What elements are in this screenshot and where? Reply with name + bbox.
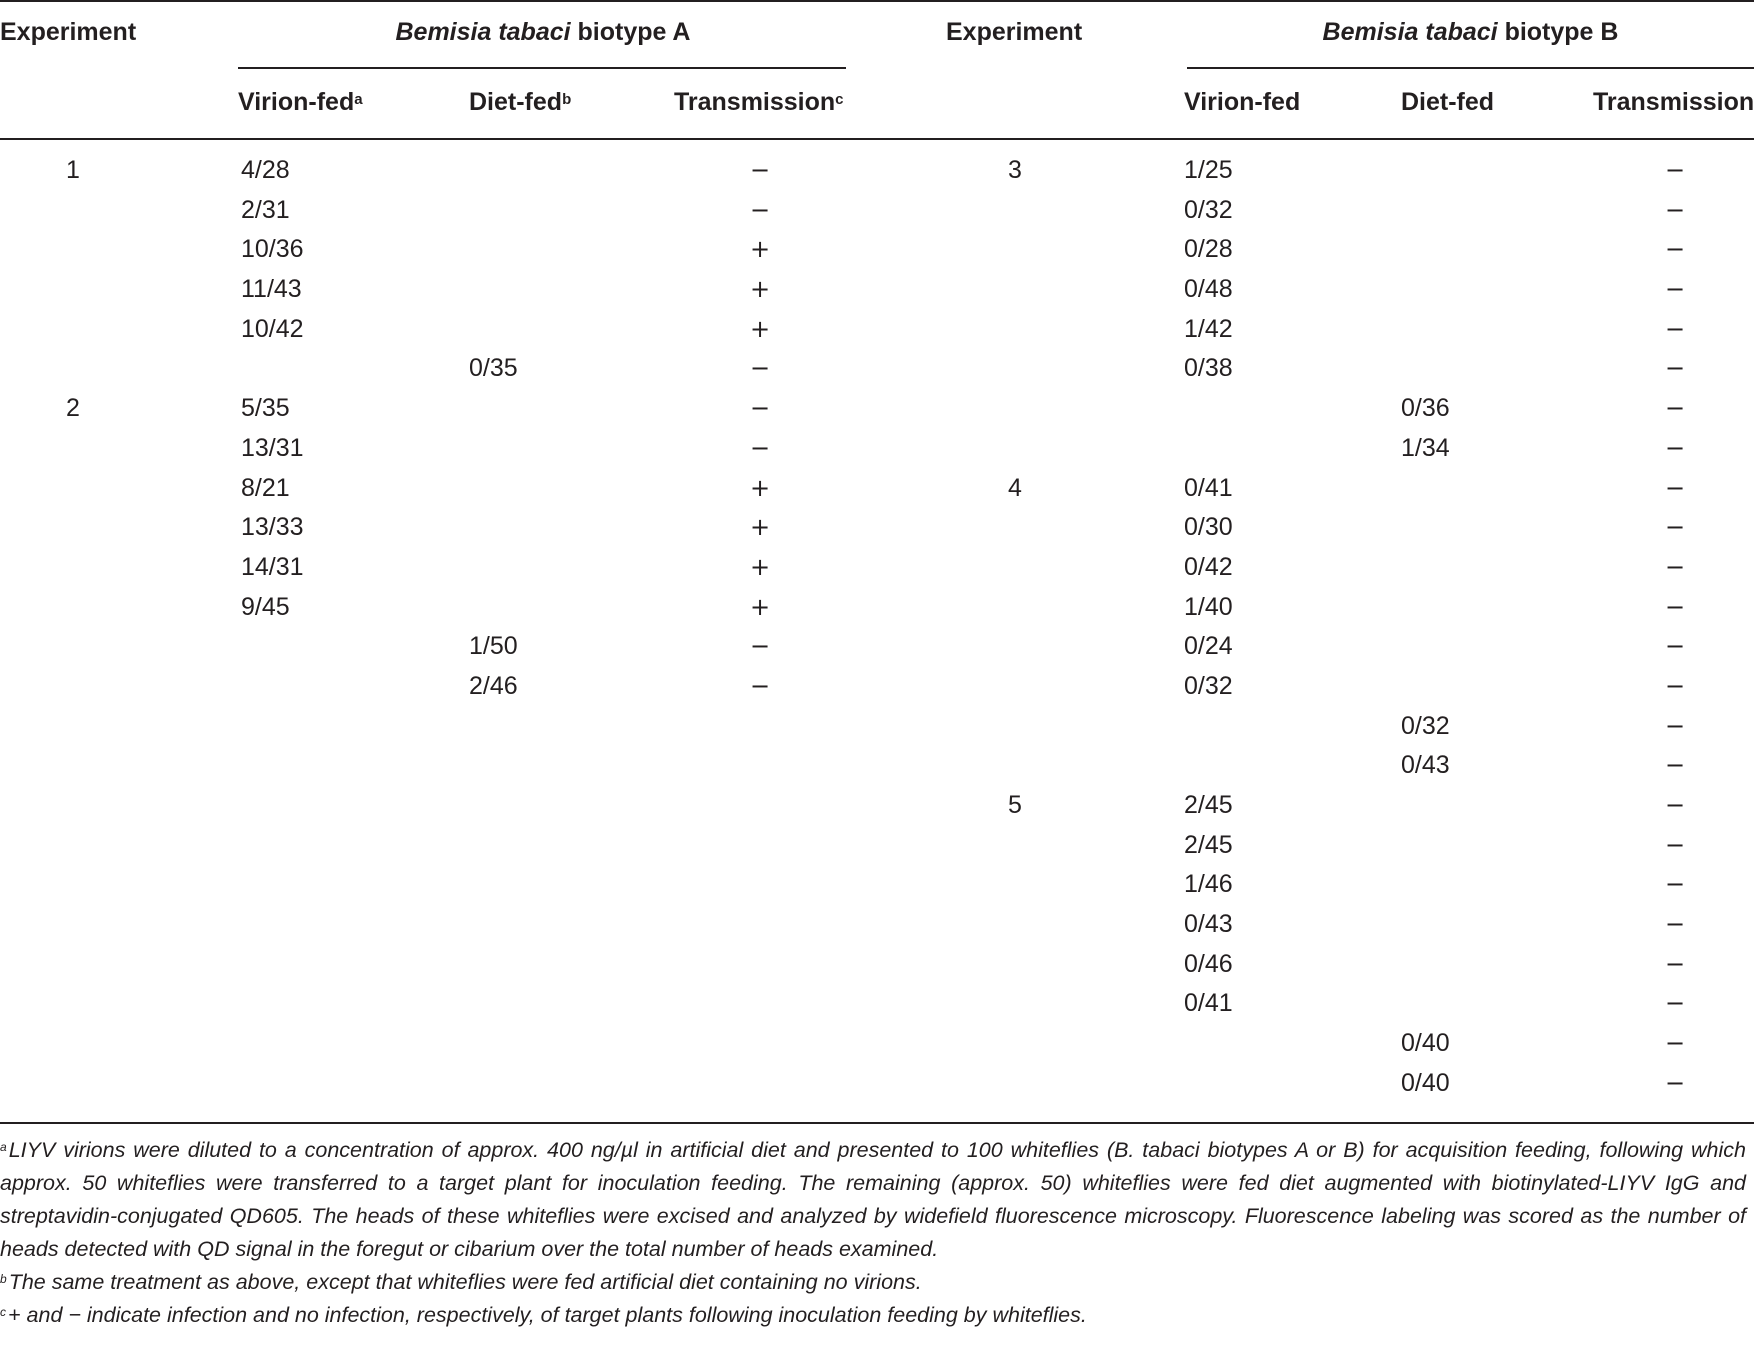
cell-b-trans: −: [1664, 275, 1686, 304]
cell-b-virion: 0/48: [1184, 275, 1233, 304]
cell-b-trans: −: [1664, 751, 1686, 780]
cell-b-trans: −: [1664, 791, 1686, 819]
cell-b-diet: [1401, 589, 1450, 629]
cell-b-trans: −: [1664, 394, 1686, 423]
cell-a-diet: [469, 470, 518, 510]
cell-a-trans: +: [749, 513, 771, 542]
header-experiment-a: Experiment: [0, 18, 137, 46]
cell-a-diet: [469, 509, 518, 549]
cell-b-virion: 1/40: [1184, 592, 1233, 621]
footnote-mark-c: c: [835, 91, 844, 108]
cell-b-diet: [1401, 866, 1450, 906]
cell-a-trans: +: [749, 314, 771, 343]
header-transmission-a-label: Transmission: [674, 88, 836, 116]
cell-a-diet: [469, 549, 518, 589]
cell-a-virion: 5/35: [241, 394, 290, 423]
cell-a-trans: +: [749, 275, 771, 304]
cell-a-exp: [66, 509, 80, 549]
footnote-b: [0, 1266, 1746, 1299]
header-virion-fed-b: Virion-fed: [1184, 88, 1301, 116]
cell-b-virion: 0/30: [1184, 513, 1233, 542]
cell-b-virion: 0/32: [1184, 195, 1233, 224]
cell-b-diet: [1401, 985, 1450, 1025]
cell-a-diet: 2/46: [469, 671, 518, 700]
cell-b-virion: 0/24: [1184, 632, 1233, 661]
cell-a-virion: [241, 350, 304, 390]
cell-a-exp: [66, 192, 80, 232]
cell-b-exp: [1008, 350, 1022, 390]
cell-b-exp: [1008, 1025, 1022, 1065]
cell-b-exp: 5: [1008, 791, 1022, 819]
cell-a-trans: +: [749, 235, 771, 264]
cell-b-exp: [1008, 311, 1022, 351]
cell-b-trans: −: [1664, 473, 1686, 502]
header-group-b-biotype: biotype B: [1497, 18, 1619, 46]
cell-a-virion: 10/36: [241, 235, 304, 264]
cell-b-trans: −: [1664, 830, 1686, 859]
cell-b-trans: −: [1664, 711, 1686, 740]
cell-a-trans: −: [749, 433, 771, 462]
cell-b-diet: 1/34: [1401, 433, 1450, 462]
cell-b-exp: [1008, 747, 1022, 787]
header-virion-fed-a-label: Virion-fed: [238, 88, 355, 116]
cell-b-exp: [1008, 906, 1022, 946]
group-b-underline: [1187, 67, 1754, 69]
cell-b-trans: −: [1664, 433, 1686, 462]
cell-b-exp: [1008, 231, 1022, 271]
cell-b-trans: −: [1664, 552, 1686, 581]
cell-a-virion: [241, 668, 304, 708]
cell-a-trans: +: [749, 473, 771, 502]
cell-a-exp: [66, 231, 80, 271]
cell-b-diet: 0/36: [1401, 394, 1450, 423]
cell-a-diet: [469, 152, 518, 192]
cell-b-exp: [1008, 549, 1022, 589]
cell-a-exp: [66, 430, 80, 470]
column-diet-fed-a: [469, 152, 518, 708]
footnote-a-mark: a: [0, 1140, 7, 1154]
cell-a-exp: [66, 668, 80, 708]
cell-a-exp: [66, 628, 80, 668]
cell-b-diet: [1401, 231, 1450, 271]
cell-b-exp: 4: [1008, 473, 1022, 502]
cell-a-trans: +: [749, 552, 771, 581]
cell-b-exp: 3: [1008, 156, 1022, 184]
cell-a-diet: [469, 390, 518, 430]
cell-b-diet: [1401, 906, 1450, 946]
top-rule: [0, 0, 1754, 2]
cell-b-trans: −: [1664, 156, 1686, 184]
cell-b-trans: −: [1664, 1029, 1686, 1058]
cell-b-trans: −: [1664, 632, 1686, 661]
cell-a-diet: 1/50: [469, 632, 518, 661]
cell-a-trans: +: [749, 592, 771, 621]
cell-b-diet: [1401, 350, 1450, 390]
cell-b-trans: −: [1664, 870, 1686, 899]
header-diet-fed-b: Diet-fed: [1401, 88, 1495, 116]
cell-b-exp: [1008, 668, 1022, 708]
cell-b-virion: 0/28: [1184, 235, 1233, 264]
cell-a-exp: [66, 549, 80, 589]
cell-b-trans: −: [1664, 195, 1686, 224]
cell-b-virion: [1184, 430, 1233, 470]
cell-a-trans: −: [749, 156, 771, 184]
footnote-mark-b: b: [562, 91, 572, 108]
header-virion-fed-a: [238, 86, 363, 118]
cell-b-trans: −: [1664, 314, 1686, 343]
cell-b-exp: [1008, 192, 1022, 232]
cell-a-diet: [469, 231, 518, 271]
cell-a-diet: [469, 589, 518, 629]
cell-a-virion: 9/45: [241, 592, 290, 621]
cell-b-trans: −: [1664, 1068, 1686, 1097]
header-bottom-rule: [0, 138, 1754, 140]
cell-b-exp: [1008, 628, 1022, 668]
cell-b-virion: [1184, 708, 1233, 748]
cell-b-trans: −: [1664, 235, 1686, 264]
group-a-underline: [238, 67, 846, 69]
cell-b-virion: 0/41: [1184, 473, 1233, 502]
cell-b-diet: [1401, 549, 1450, 589]
cell-b-diet: [1401, 827, 1450, 867]
cell-b-diet: [1401, 509, 1450, 549]
cell-a-virion: 11/43: [241, 275, 302, 304]
footnote-a-text: LIYV virions were diluted to a concentration of approx. 400 ng/µl in artificial diet and presented to 100 whiteflies (B. tabaci biotypes A or B) for acquisition feeding, following which approx. 50 whiteflies were transferred to a target plant for inoculation feeding. The remaining (approx. 50) whiteflies were fed diet augmented with biotinylated-LIYV IgG and streptavidin-conjugated QD605. The heads of these whiteflies were excised and analyzed by widefield fluorescence microscopy. Fluorescence labeling was scored as the number of heads detected with QD signal in the foregut or cibarium over the total number of heads examined.: [0, 1138, 1746, 1261]
column-experiment-a: [66, 152, 80, 708]
cell-b-virion: [1184, 390, 1233, 430]
cell-a-virion: 8/21: [241, 473, 290, 502]
cell-b-diet: [1401, 271, 1450, 311]
cell-b-diet: [1401, 192, 1450, 232]
cell-b-trans: −: [1664, 513, 1686, 542]
header-transmission-b: Transmission: [1593, 88, 1754, 116]
cell-a-trans: −: [749, 354, 771, 383]
cell-a-diet: [469, 430, 518, 470]
cell-b-trans: −: [1664, 910, 1686, 939]
table-bottom-rule: [0, 1122, 1754, 1124]
cell-a-diet: [469, 271, 518, 311]
cell-a-exp: 2: [66, 394, 80, 423]
column-virion-fed-b: [1184, 152, 1233, 1105]
header-transmission-a: [674, 86, 844, 118]
cell-a-virion: 13/33: [241, 513, 304, 542]
cell-b-exp: [1008, 271, 1022, 311]
footnote-b-text: The same treatment as above, except that whiteflies were fed artificial diet containing no virions.: [8, 1270, 922, 1294]
cell-b-exp: [1008, 390, 1022, 430]
cell-b-exp: [1008, 589, 1022, 629]
footnote-mark-a: a: [354, 91, 363, 108]
footnote-b-mark: b: [0, 1272, 7, 1286]
cell-b-exp: [1008, 509, 1022, 549]
cell-b-virion: 2/45: [1184, 830, 1233, 859]
cell-b-trans: −: [1664, 592, 1686, 621]
cell-b-virion: 0/38: [1184, 354, 1233, 383]
cell-a-virion: 13/31: [241, 433, 304, 462]
cell-b-trans: −: [1664, 671, 1686, 700]
cell-a-virion: 2/31: [241, 195, 290, 224]
header-diet-fed-a: [469, 86, 571, 118]
header-group-b-species: Bemisia tabaci: [1322, 18, 1498, 46]
cell-b-trans: −: [1664, 949, 1686, 978]
footnote-c-text: + and − indicate infection and no infection, respectively, of target plants following inoculation feeding by whiteflies.: [8, 1303, 1087, 1327]
cell-b-diet: [1401, 470, 1450, 510]
cell-a-exp: [66, 271, 80, 311]
cell-b-diet: [1401, 946, 1450, 986]
cell-a-diet: [469, 311, 518, 351]
cell-a-exp: [66, 470, 80, 510]
cell-a-exp: [66, 589, 80, 629]
cell-b-diet: [1401, 668, 1450, 708]
footnote-c-mark: c: [0, 1305, 6, 1319]
cell-b-virion: 0/41: [1184, 989, 1233, 1018]
cell-b-diet: [1401, 152, 1450, 192]
cell-a-exp: [66, 311, 80, 351]
column-experiment-b: [1008, 152, 1022, 1105]
cell-a-virion: [241, 628, 304, 668]
cell-a-trans: −: [749, 632, 771, 661]
footnote-c: [0, 1299, 1746, 1332]
cell-a-trans: −: [749, 394, 771, 423]
cell-b-diet: 0/32: [1401, 711, 1450, 740]
cell-b-exp: [1008, 985, 1022, 1025]
cell-b-virion: 0/32: [1184, 671, 1233, 700]
cell-b-diet: 0/40: [1401, 1068, 1450, 1097]
cell-a-virion: 4/28: [241, 156, 290, 184]
cell-b-diet: [1401, 628, 1450, 668]
header-group-a: [0, 16, 1086, 48]
column-transmission-a: [740, 152, 780, 708]
cell-b-virion: 1/25: [1184, 156, 1233, 184]
cell-a-trans: −: [749, 671, 771, 700]
cell-b-exp: [1008, 866, 1022, 906]
cell-b-diet: 0/43: [1401, 751, 1450, 780]
cell-b-virion: 0/46: [1184, 949, 1233, 978]
cell-b-exp: [1008, 1065, 1022, 1105]
cell-a-virion: 14/31: [241, 552, 304, 581]
cell-a-diet: 0/35: [469, 354, 518, 383]
cell-a-trans: −: [749, 195, 771, 224]
cell-b-virion: [1184, 747, 1233, 787]
cell-b-trans: −: [1664, 989, 1686, 1018]
cell-b-exp: [1008, 827, 1022, 867]
cell-b-diet: [1401, 787, 1450, 827]
cell-a-exp: [66, 350, 80, 390]
cell-b-diet: 0/40: [1401, 1029, 1450, 1058]
cell-b-virion: 1/42: [1184, 314, 1233, 343]
column-diet-fed-b: [1401, 152, 1450, 1105]
header-group-b: [1187, 16, 1754, 48]
cell-b-virion: 0/43: [1184, 910, 1233, 939]
cell-a-virion: 10/42: [241, 314, 304, 343]
header-group-a-species: Bemisia tabaci: [395, 18, 571, 46]
header-diet-fed-a-label: Diet-fed: [469, 88, 563, 116]
footnote-a: [0, 1134, 1746, 1266]
cell-b-trans: −: [1664, 354, 1686, 383]
header-experiment-b: Experiment: [946, 18, 1083, 46]
column-virion-fed-a: [241, 152, 304, 708]
cell-a-diet: [469, 192, 518, 232]
cell-b-virion: 0/42: [1184, 552, 1233, 581]
column-transmission-b: [1655, 152, 1695, 1105]
cell-b-virion: 1/46: [1184, 870, 1233, 899]
cell-b-exp: [1008, 946, 1022, 986]
cell-a-exp: 1: [66, 156, 80, 184]
header-group-a-biotype: biotype A: [570, 18, 691, 46]
cell-b-exp: [1008, 708, 1022, 748]
cell-b-diet: [1401, 311, 1450, 351]
cell-b-virion: [1184, 1065, 1233, 1105]
cell-b-exp: [1008, 430, 1022, 470]
footnotes: [0, 1134, 1746, 1332]
cell-b-virion: 2/45: [1184, 791, 1233, 819]
cell-b-virion: [1184, 1025, 1233, 1065]
